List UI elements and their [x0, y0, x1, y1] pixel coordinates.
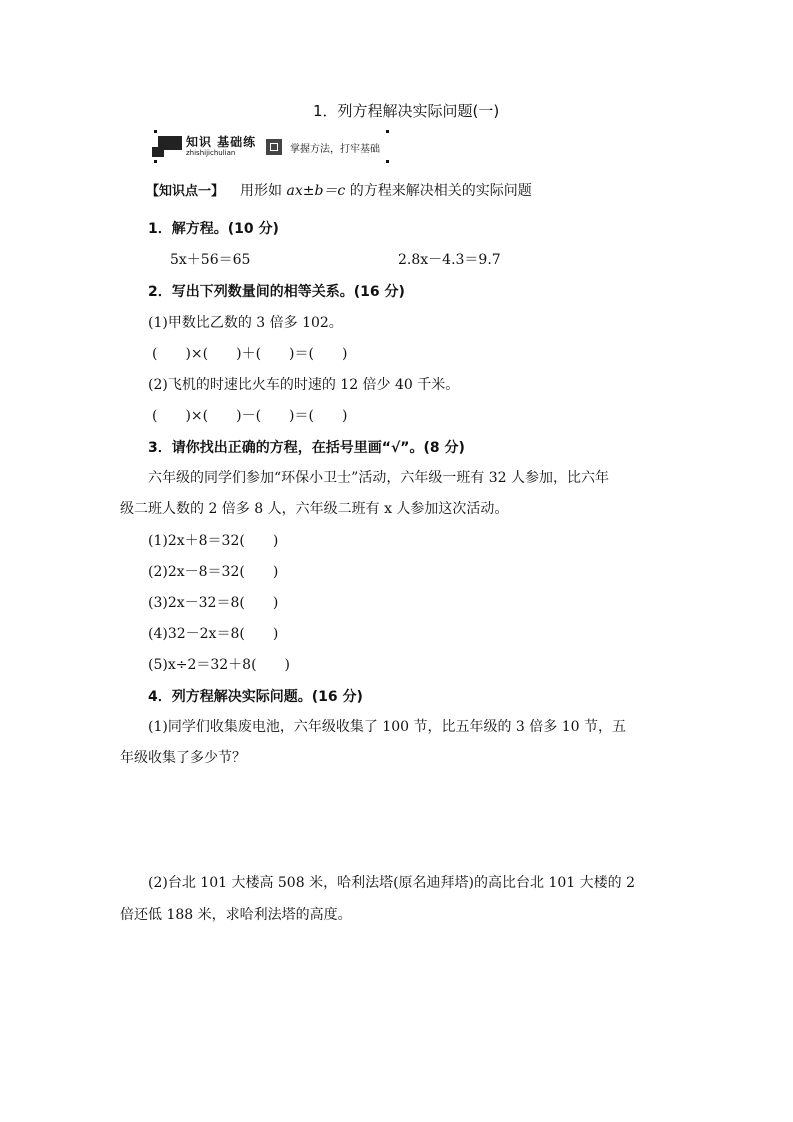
q3-option: (5)x÷2＝32＋8( ): [148, 657, 291, 673]
banner-slogan: 掌握方法，打牢基础: [290, 144, 380, 155]
section-banner: [150, 130, 392, 164]
knowledge-point-text-after: 的方程来解决相关的实际问题: [345, 183, 532, 199]
q4-problem-1-line-2: 年级收集了多少节？: [120, 750, 246, 766]
q3-option: (3)2x－32＝8( ): [148, 595, 279, 611]
q3-paragraph-line-1: 六年级的同学们参加“环保小卫士”活动，六年级一班有 32 人参加，比六年: [148, 470, 610, 486]
banner-label: 知识 基础练: [186, 135, 257, 149]
knowledge-point-formula: ax±b＝c: [286, 183, 346, 199]
knowledge-point-text-before: 用形如: [240, 183, 287, 199]
q2-item-2: (2)飞机的时速比火车的时速的 12 倍少 40 千米。: [148, 377, 460, 393]
q4-problem-2-line-1: (2)台北 101 大楼高 508 米，哈利法塔(原名迪拜塔)的高比台北 101 大楼的 2: [148, 875, 635, 891]
q1-heading: 1．解方程。(10 分): [148, 221, 279, 237]
q2-blank-1: ( )×( )＋( )＝( ): [152, 346, 348, 362]
q2-item-1: (1)甲数比乙数的 3 倍多 102。: [148, 315, 343, 331]
q4-heading: 4．列方程解决实际问题。(16 分): [148, 689, 363, 705]
q3-paragraph-line-2: 级二班人数的 2 倍多 8 人，六年级二班有 x 人参加这次活动。: [120, 501, 509, 517]
banner-square-icon: [266, 139, 282, 155]
q1-equation-2: 2.8x－4.3＝9.7: [398, 252, 501, 268]
banner-block-small-icon: [152, 147, 164, 157]
q1-equation-1: 5x＋56＝65: [170, 252, 251, 268]
q2-blank-2: ( )×( )－( )＝( ): [152, 408, 348, 424]
knowledge-point-tag: 【知识点一】: [146, 184, 225, 199]
q3-option: (4)32－2x＝8( ): [148, 626, 279, 642]
q3-heading: 3．请你找出正确的方程，在括号里画“√”。(8 分): [148, 440, 465, 456]
q4-problem-2-line-2: 倍还低 188 米，求哈利法塔的高度。: [120, 907, 352, 923]
q3-option: (1)2x＋8＝32( ): [148, 533, 279, 549]
knowledge-point: [146, 180, 532, 200]
q4-problem-1-line-1: (1)同学们收集废电池，六年级收集了 100 节，比五年级的 3 倍多 10 节，五: [148, 719, 626, 735]
q2-heading: 2．写出下列数量间的相等关系。(16 分): [148, 284, 405, 300]
banner-pinyin: zhishijichulian: [186, 149, 236, 157]
page-title: 1．列方程解决实际问题(一): [313, 102, 500, 120]
q3-option: (2)2x－8＝32( ): [148, 564, 279, 580]
